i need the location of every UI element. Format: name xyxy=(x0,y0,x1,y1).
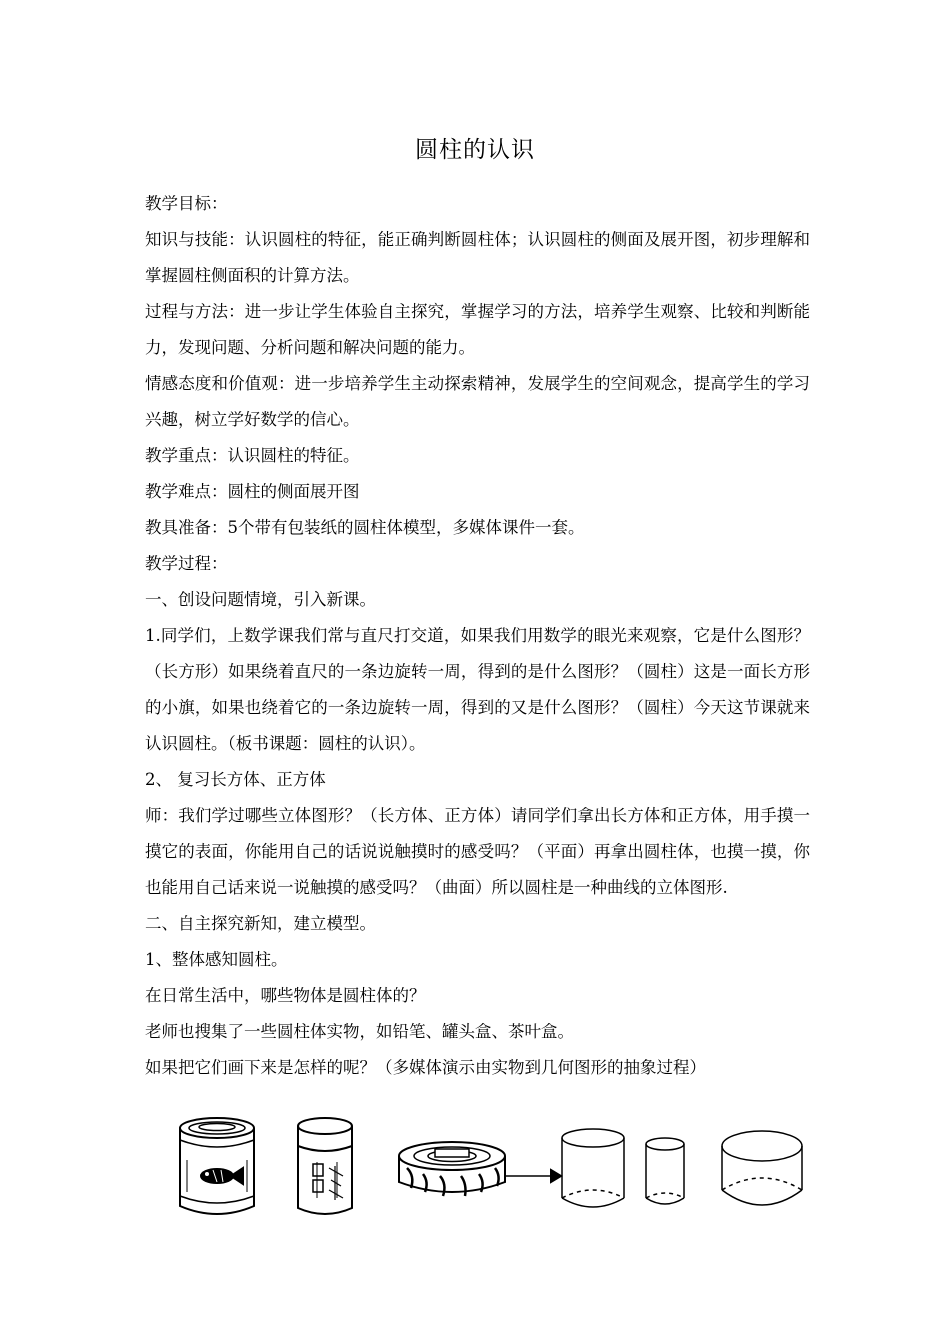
cylinder-illustrations xyxy=(165,1110,825,1240)
paragraph-teaching-goals: 教学目标： xyxy=(145,194,228,213)
arrow-icon xyxy=(505,1170,561,1182)
paragraph-collected-objects: 老师也搜集了一些圆柱体实物，如铅笔、罐头盒、茶叶盒。 xyxy=(145,1022,574,1041)
paragraph-perceive-cylinder: 1、整体感知圆柱。 xyxy=(145,950,288,969)
paragraph-difficult-point: 教学难点：圆柱的侧面展开图 xyxy=(145,482,360,501)
geometric-cylinder-medium xyxy=(562,1129,624,1207)
paragraph-review-heading: 2、 复习长方体、正方体 xyxy=(145,770,326,789)
paragraph-attitude-values: 情感态度和价值观：进一步培养学生主动探索精神，发展学生的空间观念，提高学生的学习兴趣，树立学好数学的信心。 xyxy=(145,374,810,429)
paragraph-teaching-aids: 教具准备：5个带有包装纸的圆柱体模型，多媒体课件一套。 xyxy=(145,518,585,537)
paragraph-process-method: 过程与方法：进一步让学生体验自主探究，掌握学习的方法，培养学生观察、比较和判断能力，发现问题、分析问题和解决问题的能力。 xyxy=(145,302,810,357)
geometric-cylinder-wide xyxy=(722,1131,802,1205)
wooden-box-illustration xyxy=(399,1142,505,1196)
fish-can-illustration xyxy=(180,1118,254,1214)
paragraph-intro-question: 1.同学们，上数学课我们常与直尺打交道，如果我们用数学的眼光来观察，它是什么图形？（长方形）如果绕着直尺的一条边旋转一周，得到的是什么图形？（圆柱）这是一面长方形的小旗，如果也绕着它的一条边旋转一周，得到的又是什么图形？（圆柱）今天这节课就来认识圆柱。（板书课题：圆柱的认识）。 xyxy=(145,626,810,753)
paragraph-draw-question: 如果把它们画下来是怎样的呢？（多媒体演示由实物到几何图形的抽象过程） xyxy=(145,1058,706,1077)
section-heading-2: 二、自主探究新知，建立模型。 xyxy=(145,914,376,933)
paragraph-teaching-process: 教学过程： xyxy=(145,554,228,573)
section-heading-1: 一、创设问题情境，引入新课。 xyxy=(145,590,376,609)
paragraph-teacher-dialog: 师：我们学过哪些立体图形？（长方体、正方体）请同学们拿出长方体和正方体，用手摸一摸它的表面，你能用自己的话说说触摸时的感受吗？（平面）再拿出圆柱体，也摸一摸，你也能用自己话来说一说触摸的感受吗？（曲面）所以圆柱是一种曲线的立体图形. xyxy=(145,806,810,897)
document-title: 圆柱的认识 xyxy=(415,137,535,163)
geometric-cylinder-small xyxy=(646,1138,684,1204)
paragraph-knowledge-skills: 知识与技能：认识圆柱的特征，能正确判断圆柱体；认识圆柱的侧面及展开图，初步理解和掌握圆柱侧面积的计算方法。 xyxy=(145,230,810,285)
paragraph-key-point: 教学重点：认识圆柱的特征。 xyxy=(145,446,360,465)
tea-canister-illustration xyxy=(298,1118,352,1214)
document-body xyxy=(145,186,810,1086)
paragraph-daily-life: 在日常生活中，哪些物体是圆柱体的？ xyxy=(145,986,426,1005)
